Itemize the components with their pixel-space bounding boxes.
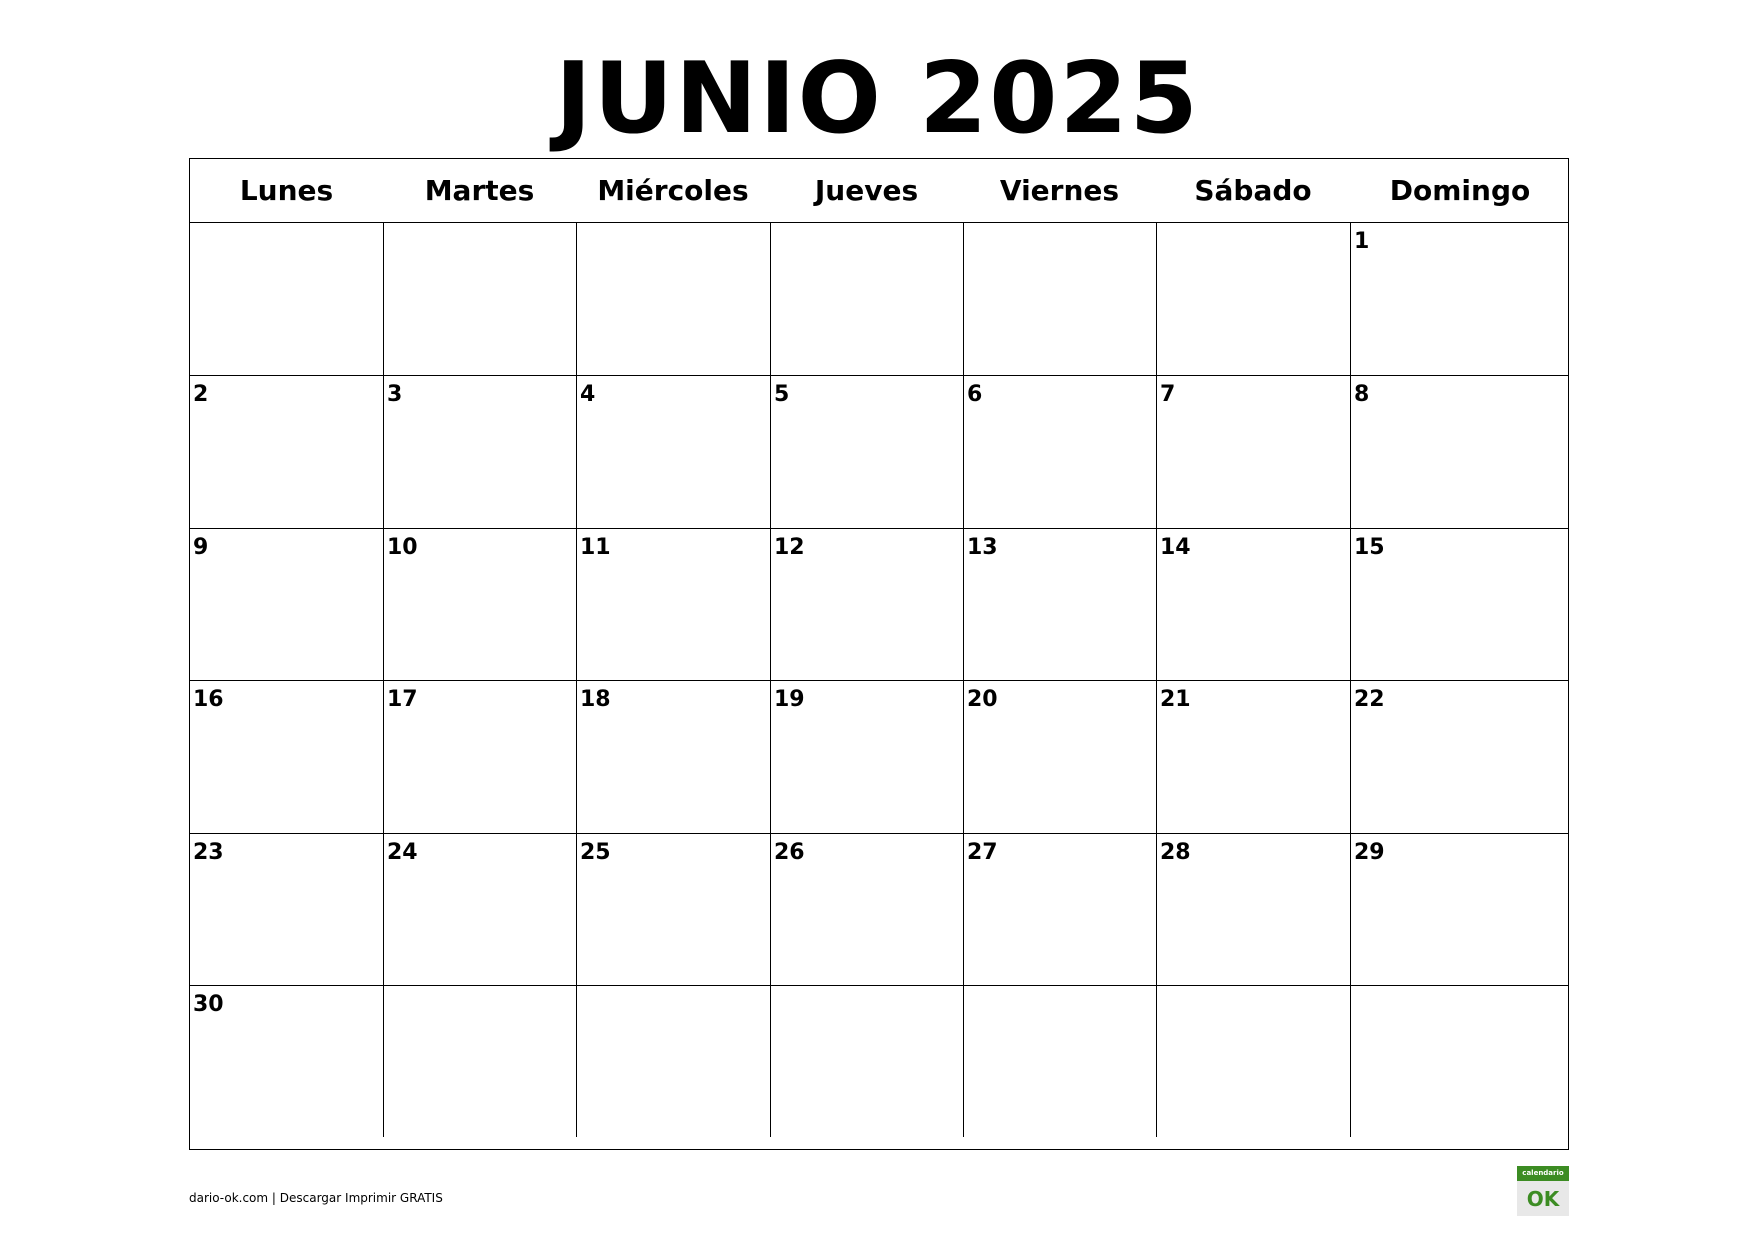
day-cell — [963, 376, 1156, 527]
day-cell — [1350, 376, 1570, 527]
day-number: 24 — [387, 839, 418, 865]
day-number: 18 — [580, 687, 611, 713]
day-number: 28 — [1160, 839, 1191, 865]
day-cell — [1156, 834, 1350, 985]
week-row — [190, 985, 1568, 1137]
day-cell — [1350, 223, 1570, 375]
day-number: 2 — [193, 382, 209, 408]
day-cell — [1350, 681, 1570, 832]
day-cell — [190, 834, 383, 985]
day-cell — [190, 681, 383, 832]
weekday-label: Sábado — [1194, 174, 1312, 207]
day-cell — [383, 223, 576, 375]
day-number: 9 — [193, 534, 209, 560]
day-number: 16 — [193, 687, 224, 713]
day-cell — [1350, 834, 1570, 985]
day-cell — [770, 681, 963, 832]
day-number: 27 — [967, 839, 998, 865]
day-cell — [576, 376, 770, 527]
week-row — [190, 223, 1568, 375]
day-cell — [770, 834, 963, 985]
logo-top-label: calendario — [1517, 1166, 1569, 1181]
day-cell — [576, 986, 770, 1137]
weekday-label: Lunes — [239, 174, 334, 207]
day-cell — [1156, 376, 1350, 527]
day-cell — [770, 223, 963, 375]
day-cell — [1350, 529, 1570, 680]
day-number: 13 — [967, 534, 998, 560]
day-cell — [963, 986, 1156, 1137]
day-number: 6 — [967, 382, 983, 408]
day-number: 4 — [580, 382, 596, 408]
day-number: 10 — [387, 534, 418, 560]
calendar-grid — [189, 158, 1569, 1150]
day-cell — [770, 986, 963, 1137]
weekday-label: Miércoles — [597, 174, 749, 207]
weekday-label: Viernes — [999, 174, 1120, 207]
day-cell — [963, 681, 1156, 832]
day-cell — [576, 681, 770, 832]
day-cell — [1156, 986, 1350, 1137]
day-cell — [770, 529, 963, 680]
day-number: 22 — [1354, 687, 1385, 713]
day-number: 25 — [580, 839, 611, 865]
weekday-label: Martes — [424, 174, 535, 207]
day-cell — [190, 376, 383, 527]
weekday-label: Domingo — [1389, 174, 1531, 207]
week-row — [190, 680, 1568, 832]
week-row — [190, 528, 1568, 680]
day-cell — [190, 529, 383, 680]
day-cell — [190, 223, 383, 375]
weekday-label: Jueves — [814, 174, 919, 207]
day-cell — [1156, 529, 1350, 680]
day-number: 23 — [193, 839, 224, 865]
day-number: 19 — [774, 687, 805, 713]
day-number: 5 — [774, 382, 790, 408]
page-title: JUNIO 2025 — [555, 42, 1200, 156]
day-number: 1 — [1354, 229, 1370, 254]
day-number: 30 — [193, 992, 224, 1017]
day-cell — [576, 529, 770, 680]
day-cell — [963, 529, 1156, 680]
day-cell — [1156, 223, 1350, 375]
day-cell — [576, 223, 770, 375]
day-cell — [383, 681, 576, 832]
week-row — [190, 833, 1568, 985]
day-number: 12 — [774, 534, 805, 560]
day-cell — [963, 834, 1156, 985]
day-number: 7 — [1160, 382, 1176, 408]
day-cell — [383, 376, 576, 527]
day-cell — [1156, 681, 1350, 832]
day-cell — [770, 376, 963, 527]
day-number: 14 — [1160, 534, 1191, 560]
day-number: 20 — [967, 687, 998, 713]
day-cell — [383, 986, 576, 1137]
day-number: 26 — [774, 839, 805, 865]
logo-bottom-label: OK — [1526, 1187, 1560, 1211]
day-cell — [576, 834, 770, 985]
day-cell — [383, 529, 576, 680]
day-number: 21 — [1160, 687, 1191, 713]
week-row — [190, 375, 1568, 527]
day-cell — [963, 223, 1156, 375]
day-cell — [383, 834, 576, 985]
day-cell — [1350, 986, 1570, 1137]
footer-credit: dario-ok.com | Descargar Imprimir GRATIS — [189, 1191, 443, 1205]
day-cell — [190, 986, 383, 1137]
weekday-header-row — [190, 159, 1568, 223]
day-number: 29 — [1354, 839, 1385, 865]
day-number: 11 — [580, 534, 611, 560]
day-number: 15 — [1354, 534, 1385, 560]
calendario-ok-logo — [1517, 1166, 1569, 1216]
day-number: 17 — [387, 687, 418, 713]
day-number: 8 — [1354, 382, 1370, 408]
day-number: 3 — [387, 382, 403, 408]
